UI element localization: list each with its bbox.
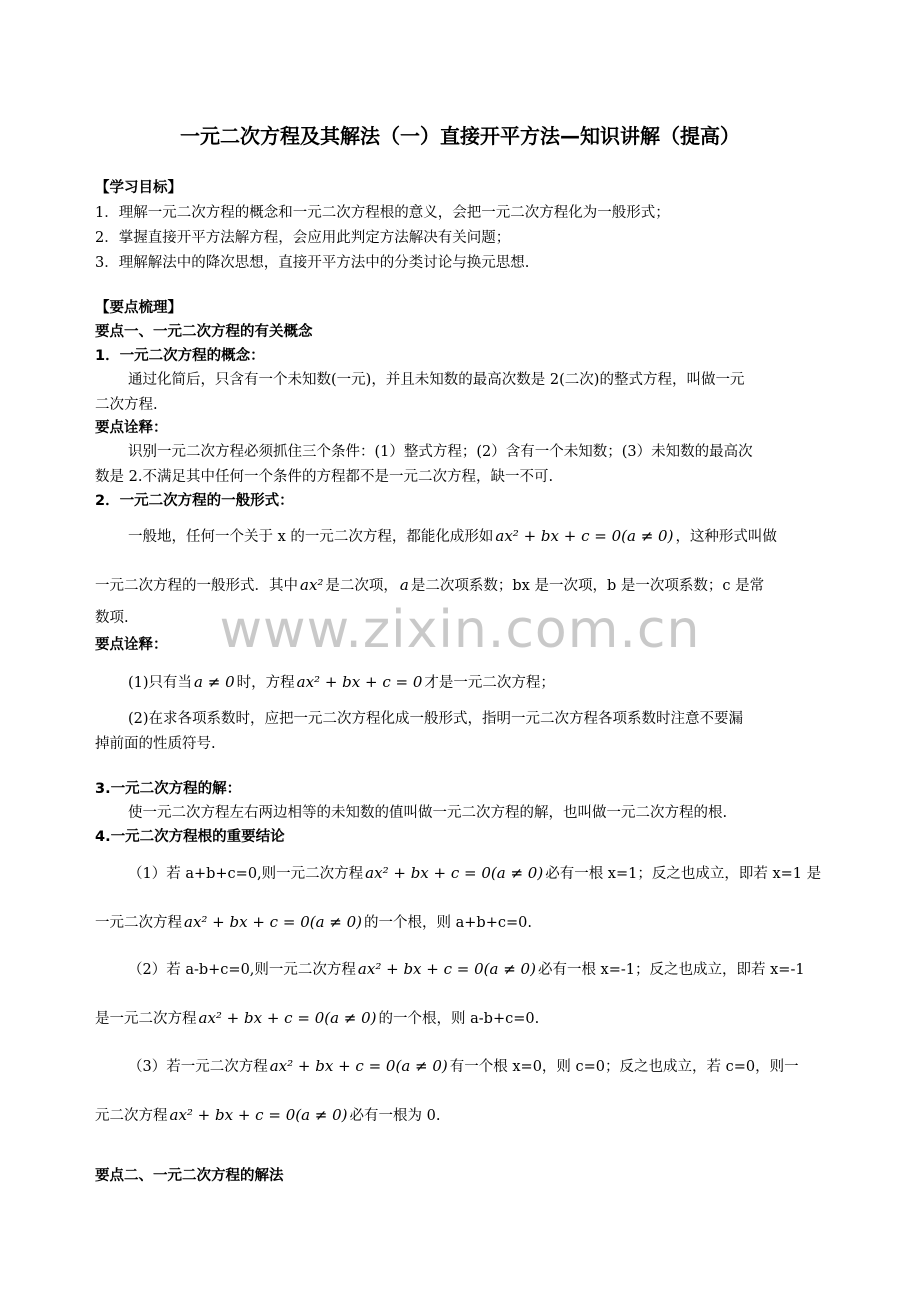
paragraph bbox=[95, 670, 825, 695]
text: (1)只有当 bbox=[128, 675, 193, 691]
equation: a ≠ 0 bbox=[194, 673, 235, 691]
text: 的一个根，则 a-b+c=0. bbox=[378, 1011, 540, 1027]
text: 一元二次方程 bbox=[95, 915, 182, 931]
text: 是二次项， bbox=[325, 578, 398, 594]
text: （3）若一元二次方程 bbox=[128, 1059, 268, 1075]
paragraph bbox=[95, 1006, 825, 1031]
watermark: www.zixin.com.cn bbox=[219, 600, 701, 660]
paragraph: (2)在求各项系数时，应把一元二次方程化成一般形式，指明一元二次方程各项系数时注意不要漏 bbox=[128, 711, 744, 727]
equation: ax² + bx + c = 0(a ≠ 0) bbox=[198, 1009, 377, 1027]
text: ，这种形式叫做 bbox=[675, 529, 777, 545]
goals-heading: 【学习目标】 bbox=[95, 180, 182, 196]
text: 的一个根，则 a+b+c=0. bbox=[364, 915, 532, 931]
paragraph bbox=[95, 910, 825, 935]
text: 一元二次方程的一般形式．其中 bbox=[95, 578, 298, 594]
text: 才是一元二次方程； bbox=[424, 675, 555, 691]
text: 一般地，任何一个关于 x 的一元二次方程，都能化成形如 bbox=[128, 529, 494, 545]
paragraph: 数是 2.不满足其中任何一个条件的方程都不是一元二次方程，缺一不可. bbox=[95, 469, 554, 485]
subsection-title: 3.一元二次方程的解： bbox=[95, 781, 242, 797]
goal-item: 1．理解一元二次方程的概念和一元二次方程根的意义，会把一元二次方程化为一般形式； bbox=[95, 205, 670, 221]
equation: ax² bbox=[300, 576, 324, 594]
subsection-title: 2．一元二次方程的一般形式： bbox=[95, 493, 294, 509]
paragraph: 使一元二次方程左右两边相等的未知数的值叫做一元二次方程的解，也叫做一元二次方程的根. bbox=[128, 805, 728, 821]
section-heading: 要点一、一元二次方程的有关概念 bbox=[95, 324, 313, 340]
paragraph bbox=[95, 1103, 825, 1128]
text: 是二次项系数；bx 是一次项，b 是一次项系数；c 是常 bbox=[410, 578, 765, 594]
text: 是一元二次方程 bbox=[95, 1011, 197, 1027]
text: （1）若 a+b+c=0,则一元二次方程 bbox=[128, 866, 364, 882]
paragraph: 掉前面的性质符号. bbox=[95, 736, 216, 752]
paragraph bbox=[95, 861, 825, 886]
subsection-title: 1．一元二次方程的概念： bbox=[95, 348, 265, 364]
note-label: 要点诠释： bbox=[95, 420, 168, 436]
text: 时，方程 bbox=[236, 675, 295, 691]
points-heading: 【要点梳理】 bbox=[95, 300, 182, 316]
subsection-title: 4.一元二次方程根的重要结论 bbox=[95, 829, 285, 845]
equation: ax² + bx + c = 0 bbox=[296, 673, 423, 691]
equation: ax² + bx + c = 0(a ≠ 0) bbox=[495, 527, 674, 545]
paragraph bbox=[95, 1054, 825, 1079]
text: 有一个根 x=0，则 c=0；反之也成立，若 c=0，则一 bbox=[449, 1059, 799, 1075]
page-title: 一元二次方程及其解法（一）直接开平方法—知识讲解（提高） bbox=[180, 124, 740, 148]
text: 必有一根 x=-1；反之也成立，即若 x=-1 bbox=[537, 962, 805, 978]
text: 必有一根 x=1；反之也成立，即若 x=1 是 bbox=[545, 866, 822, 882]
paragraph bbox=[95, 524, 825, 549]
paragraph: 识别一元二次方程必须抓住三个条件：(1）整式方程；(2）含有一个未知数；(3）未知数的最高次 bbox=[128, 444, 753, 460]
text: （2）若 a-b+c=0,则一元二次方程 bbox=[128, 962, 356, 978]
equation: ax² + bx + c = 0(a ≠ 0) bbox=[269, 1057, 448, 1075]
paragraph bbox=[95, 957, 825, 982]
text: 必有一根为 0. bbox=[349, 1108, 441, 1124]
equation: ax² + bx + c = 0(a ≠ 0) bbox=[365, 864, 544, 882]
paragraph bbox=[95, 573, 825, 598]
section-heading: 要点二、一元二次方程的解法 bbox=[95, 1168, 284, 1184]
paragraph: 通过化简后，只含有一个未知数(一元)，并且未知数的最高次数是 2(二次)的整式方程，叫做一元 bbox=[128, 372, 745, 388]
goal-item: 3．理解解法中的降次思想，直接开平方法中的分类讨论与换元思想. bbox=[95, 255, 530, 271]
paragraph: 数项. bbox=[95, 610, 129, 626]
equation: ax² + bx + c = 0(a ≠ 0) bbox=[357, 960, 536, 978]
equation: ax² + bx + c = 0(a ≠ 0) bbox=[169, 1106, 348, 1124]
equation: ax² + bx + c = 0(a ≠ 0) bbox=[184, 913, 363, 931]
text: 元二次方程 bbox=[95, 1108, 168, 1124]
equation: a bbox=[399, 576, 409, 594]
goal-item: 2．掌握直接开平方法解方程，会应用此判定方法解决有关问题； bbox=[95, 230, 511, 246]
paragraph: 二次方程. bbox=[95, 397, 158, 413]
note-label: 要点诠释： bbox=[95, 637, 168, 653]
